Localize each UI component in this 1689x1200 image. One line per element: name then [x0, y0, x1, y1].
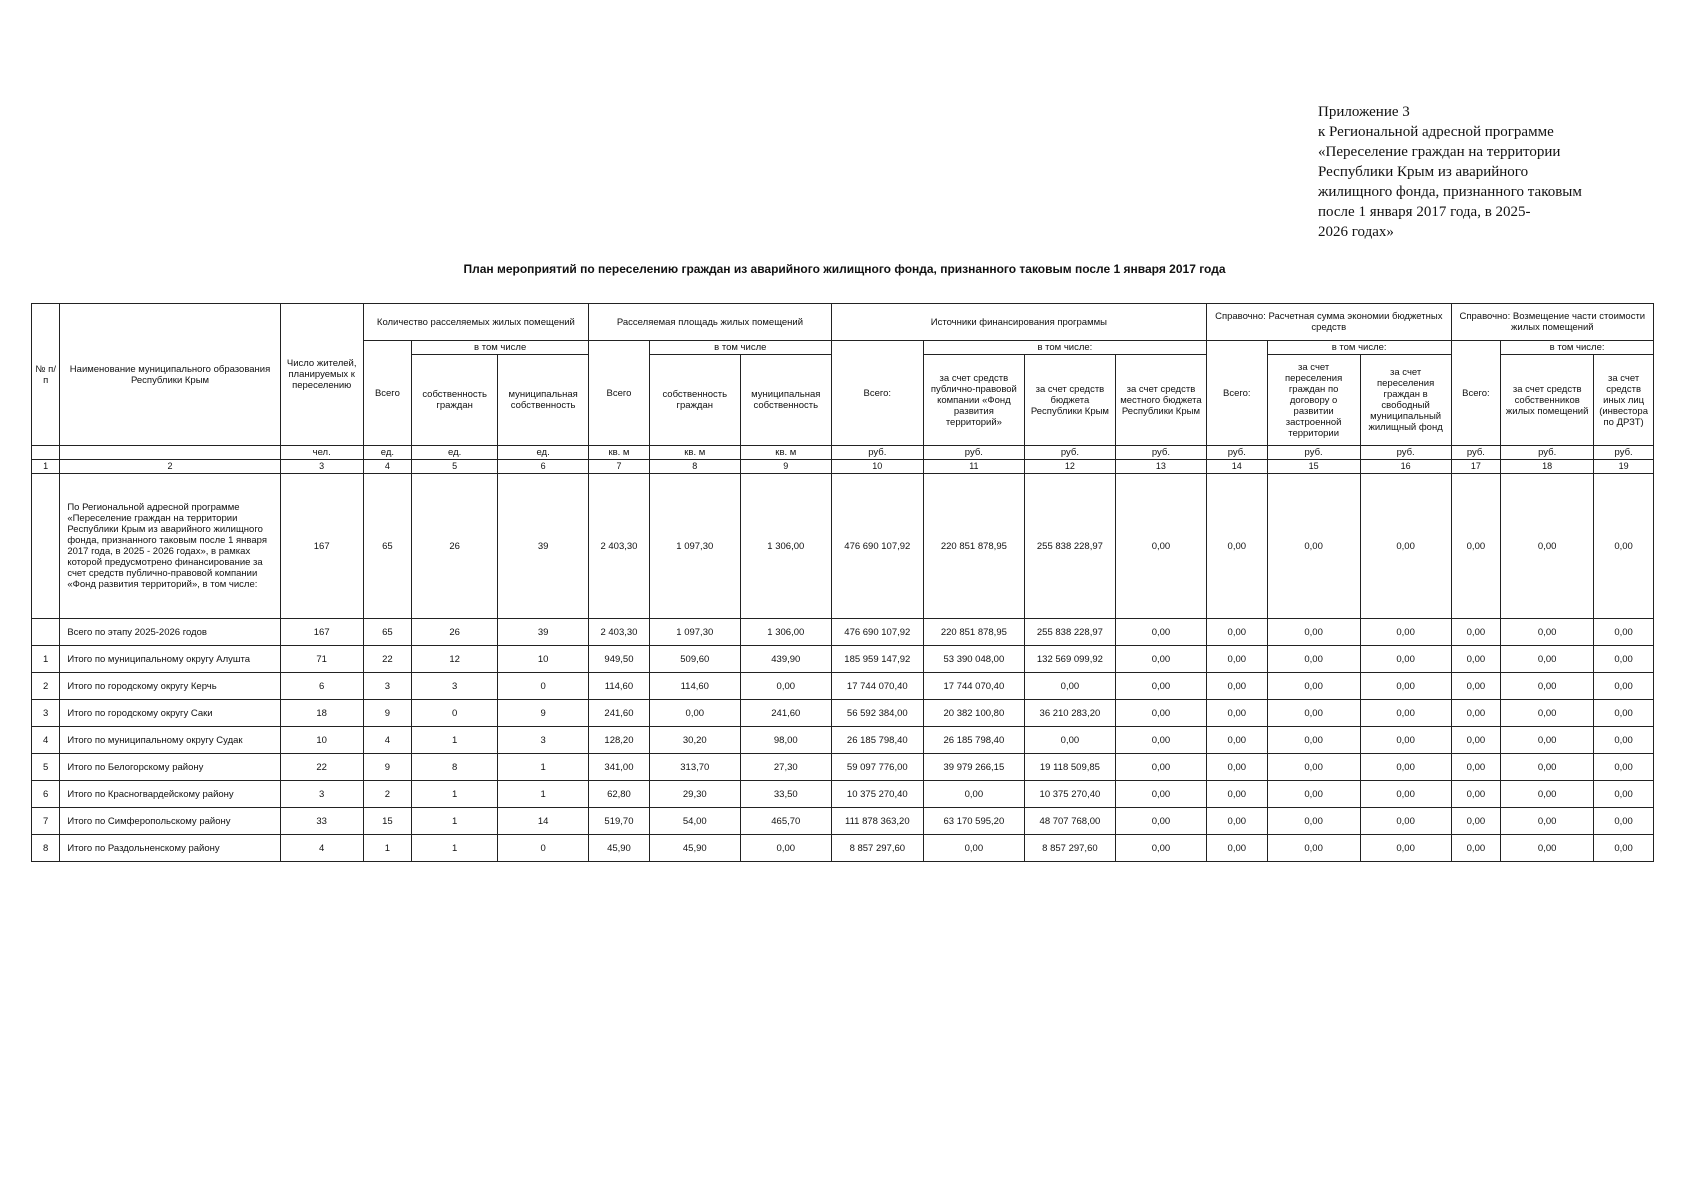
column-number-cell: 9	[740, 460, 831, 474]
column-number-cell: 7	[589, 460, 650, 474]
value-cell: 39	[498, 474, 589, 619]
value-cell: 2 403,30	[589, 619, 650, 646]
value-cell: 0,00	[1115, 474, 1206, 619]
value-cell: 0,00	[1501, 700, 1594, 727]
value-cell: 0,00	[1206, 781, 1267, 808]
value-cell: 0,00	[1594, 646, 1654, 673]
value-cell: 509,60	[649, 646, 740, 673]
unit-cell: руб.	[1594, 446, 1654, 460]
value-cell: 15	[363, 808, 412, 835]
value-cell: 12	[412, 646, 498, 673]
value-cell: 0,00	[1267, 700, 1360, 727]
header-including: в том числе	[649, 341, 831, 355]
row-number-cell	[32, 474, 60, 619]
header-municipal: муниципальная собственность	[740, 355, 831, 446]
value-cell: 0,00	[740, 835, 831, 862]
value-cell: 53 390 048,00	[923, 646, 1024, 673]
row-name-cell: Итого по муниципальному округу Судак	[60, 727, 280, 754]
value-cell: 0,00	[1501, 646, 1594, 673]
value-cell: 0,00	[923, 835, 1024, 862]
program-total-row	[32, 474, 1654, 619]
table-row	[32, 808, 1654, 835]
value-cell: 128,20	[589, 727, 650, 754]
value-cell: 22	[280, 754, 363, 781]
value-cell: 65	[363, 619, 412, 646]
value-cell: 3	[498, 727, 589, 754]
unit-cell: чел.	[280, 446, 363, 460]
value-cell: 33,50	[740, 781, 831, 808]
value-cell: 0	[498, 673, 589, 700]
value-cell: 0,00	[1206, 700, 1267, 727]
table-row	[32, 835, 1654, 862]
value-cell: 1	[412, 727, 498, 754]
row-number-cell: 1	[32, 646, 60, 673]
value-cell: 3	[280, 781, 363, 808]
value-cell: 241,60	[589, 700, 650, 727]
value-cell: 9	[363, 700, 412, 727]
value-cell: 167	[280, 474, 363, 619]
value-cell: 0,00	[1267, 808, 1360, 835]
value-cell: 1 097,30	[649, 619, 740, 646]
value-cell: 63 170 595,20	[923, 808, 1024, 835]
header-residents: Число жителей, планируемых к переселению	[280, 304, 363, 446]
value-cell: 0,00	[1451, 700, 1501, 727]
value-cell: 0,00	[1115, 646, 1206, 673]
row-name-cell: По Региональной адресной программе «Переселение граждан на территории Республики Крым из аварийного жилищного фонда, признанного таковым после 1 января 2017 года, в 2025 - 2026 годах», в рамках которой предусмотрено финансирование за счет средств публично-правовой компании «Фонд развития территорий», в том числе:	[60, 474, 280, 619]
value-cell: 0,00	[1267, 727, 1360, 754]
value-cell: 26	[412, 619, 498, 646]
unit-cell: кв. м	[589, 446, 650, 460]
value-cell: 1	[412, 781, 498, 808]
value-cell: 220 851 878,95	[923, 619, 1024, 646]
value-cell: 132 569 099,92	[1024, 646, 1115, 673]
value-cell: 0	[498, 835, 589, 862]
value-cell: 26	[412, 474, 498, 619]
unit-cell	[60, 446, 280, 460]
value-cell: 0,00	[1594, 474, 1654, 619]
header-finance-total: Всего:	[831, 341, 923, 446]
value-cell: 0,00	[1267, 673, 1360, 700]
value-cell: 0,00	[1115, 673, 1206, 700]
value-cell: 0,00	[1206, 646, 1267, 673]
value-cell: 45,90	[649, 835, 740, 862]
value-cell: 9	[363, 754, 412, 781]
value-cell: 0,00	[1115, 808, 1206, 835]
appendix-line: 2026 годах»	[1318, 224, 1394, 240]
value-cell: 0,00	[1451, 835, 1501, 862]
row-number-cell: 2	[32, 673, 60, 700]
value-cell: 0,00	[1501, 727, 1594, 754]
value-cell: 0,00	[1360, 727, 1451, 754]
value-cell: 0,00	[1115, 619, 1206, 646]
appendix-line: «Переселение граждан на территории	[1318, 144, 1561, 160]
value-cell: 26 185 798,40	[923, 727, 1024, 754]
value-cell: 0,00	[1501, 619, 1594, 646]
value-cell: 45,90	[589, 835, 650, 862]
stage-total-row	[32, 619, 1654, 646]
value-cell: 0,00	[1115, 700, 1206, 727]
value-cell: 0,00	[1594, 808, 1654, 835]
row-number-cell	[32, 619, 60, 646]
value-cell: 0,00	[1360, 808, 1451, 835]
row-number-cell: 6	[32, 781, 60, 808]
column-number-cell: 12	[1024, 460, 1115, 474]
header-including: в том числе	[412, 341, 589, 355]
value-cell: 39	[498, 619, 589, 646]
unit-cell: руб.	[1451, 446, 1501, 460]
column-number-cell: 14	[1206, 460, 1267, 474]
value-cell: 0,00	[1360, 835, 1451, 862]
value-cell: 27,30	[740, 754, 831, 781]
value-cell: 1	[412, 835, 498, 862]
value-cell: 0,00	[1360, 700, 1451, 727]
row-number-cell: 8	[32, 835, 60, 862]
value-cell: 0,00	[1594, 619, 1654, 646]
table-row	[32, 700, 1654, 727]
value-cell: 1 097,30	[649, 474, 740, 619]
value-cell: 0,00	[1206, 619, 1267, 646]
value-cell: 6	[280, 673, 363, 700]
header-including: в том числе:	[1501, 341, 1654, 355]
value-cell: 0,00	[1206, 727, 1267, 754]
row-name-cell: Итого по муниципальному округу Алушта	[60, 646, 280, 673]
row-name-cell: Всего по этапу 2025-2026 годов	[60, 619, 280, 646]
value-cell: 0,00	[1024, 727, 1115, 754]
value-cell: 14	[498, 808, 589, 835]
column-number-cell: 8	[649, 460, 740, 474]
value-cell: 0,00	[1267, 646, 1360, 673]
column-numbers-row	[32, 460, 1654, 474]
value-cell: 0,00	[1360, 646, 1451, 673]
value-cell: 0,00	[1024, 673, 1115, 700]
column-number-cell: 2	[60, 460, 280, 474]
appendix-line: Приложение 3	[1318, 104, 1410, 120]
value-cell: 0,00	[1115, 781, 1206, 808]
value-cell: 20 382 100,80	[923, 700, 1024, 727]
column-number-cell: 15	[1267, 460, 1360, 474]
header-rooms-total: Всего	[363, 341, 412, 446]
value-cell: 0,00	[1206, 835, 1267, 862]
column-number-cell: 4	[363, 460, 412, 474]
units-row	[32, 446, 1654, 460]
value-cell: 0,00	[923, 781, 1024, 808]
value-cell: 0,00	[1501, 808, 1594, 835]
value-cell: 313,70	[649, 754, 740, 781]
value-cell: 48 707 768,00	[1024, 808, 1115, 835]
value-cell: 0,00	[1451, 619, 1501, 646]
value-cell: 71	[280, 646, 363, 673]
value-cell: 167	[280, 619, 363, 646]
value-cell: 114,60	[649, 673, 740, 700]
value-cell: 0,00	[1594, 673, 1654, 700]
value-cell: 1	[498, 754, 589, 781]
header-row-groups	[32, 304, 1654, 341]
header-fund-company: за счет средств публично-правовой компании «Фонд развития территорий»	[923, 355, 1024, 446]
header-area-total: Всего	[589, 341, 650, 446]
value-cell: 476 690 107,92	[831, 474, 923, 619]
row-number-cell: 3	[32, 700, 60, 727]
value-cell: 0,00	[1206, 754, 1267, 781]
value-cell: 0,00	[1594, 781, 1654, 808]
row-name-cell: Итого по Белогорскому району	[60, 754, 280, 781]
value-cell: 1	[412, 808, 498, 835]
value-cell: 0,00	[1206, 474, 1267, 619]
header-owners: за счет средств собственников жилых помещений	[1501, 355, 1594, 446]
value-cell: 0,00	[1501, 673, 1594, 700]
value-cell: 2 403,30	[589, 474, 650, 619]
value-cell: 0,00	[1360, 781, 1451, 808]
value-cell: 0,00	[1451, 673, 1501, 700]
value-cell: 476 690 107,92	[831, 619, 923, 646]
value-cell: 241,60	[740, 700, 831, 727]
value-cell: 0,00	[1115, 835, 1206, 862]
value-cell: 3	[363, 673, 412, 700]
value-cell: 0,00	[1267, 754, 1360, 781]
unit-cell: руб.	[1501, 446, 1594, 460]
appendix-line: жилищного фонда, признанного таковым	[1318, 184, 1582, 200]
unit-cell: руб.	[1206, 446, 1267, 460]
value-cell: 341,00	[589, 754, 650, 781]
header-municipal: муниципальная собственность	[498, 355, 589, 446]
value-cell: 17 744 070,40	[923, 673, 1024, 700]
column-number-cell: 10	[831, 460, 923, 474]
value-cell: 0,00	[1594, 835, 1654, 862]
value-cell: 29,30	[649, 781, 740, 808]
value-cell: 0,00	[1115, 727, 1206, 754]
value-cell: 36 210 283,20	[1024, 700, 1115, 727]
unit-cell: руб.	[1115, 446, 1206, 460]
row-name-cell: Итого по Раздольненскому району	[60, 835, 280, 862]
column-number-cell: 6	[498, 460, 589, 474]
header-others: за счет средств иных лиц (инвестора по ДРЗТ)	[1594, 355, 1654, 446]
value-cell: 0,00	[1267, 781, 1360, 808]
value-cell: 111 878 363,20	[831, 808, 923, 835]
value-cell: 8	[412, 754, 498, 781]
value-cell: 1	[498, 781, 589, 808]
value-cell: 4	[363, 727, 412, 754]
header-free-fund: за счет переселения граждан в свободный муниципальный жилищный фонд	[1360, 355, 1451, 446]
value-cell: 0,00	[1501, 754, 1594, 781]
value-cell: 255 838 228,97	[1024, 474, 1115, 619]
unit-cell: ед.	[498, 446, 589, 460]
column-number-cell: 1	[32, 460, 60, 474]
value-cell: 0,00	[1451, 754, 1501, 781]
value-cell: 0,00	[1451, 808, 1501, 835]
value-cell: 18	[280, 700, 363, 727]
value-cell: 98,00	[740, 727, 831, 754]
value-cell: 10 375 270,40	[831, 781, 923, 808]
header-num: № п/ п	[32, 304, 60, 446]
value-cell: 0,00	[1501, 781, 1594, 808]
column-number-cell: 19	[1594, 460, 1654, 474]
value-cell: 0,00	[1267, 835, 1360, 862]
value-cell: 2	[363, 781, 412, 808]
value-cell: 465,70	[740, 808, 831, 835]
header-compensation-group: Справочно: Возмещение части стоимости жилых помещений	[1451, 304, 1653, 341]
column-number-cell: 17	[1451, 460, 1501, 474]
value-cell: 1 306,00	[740, 474, 831, 619]
table-row	[32, 727, 1654, 754]
table-row	[32, 781, 1654, 808]
value-cell: 22	[363, 646, 412, 673]
value-cell: 30,20	[649, 727, 740, 754]
value-cell: 62,80	[589, 781, 650, 808]
value-cell: 33	[280, 808, 363, 835]
column-number-cell: 13	[1115, 460, 1206, 474]
unit-cell: руб.	[1360, 446, 1451, 460]
column-number-cell: 3	[280, 460, 363, 474]
value-cell: 0,00	[1360, 754, 1451, 781]
table-row	[32, 754, 1654, 781]
column-number-cell: 16	[1360, 460, 1451, 474]
header-owned-citizens: собственность граждан	[412, 355, 498, 446]
header-savings-total: Всего:	[1206, 341, 1267, 446]
value-cell: 54,00	[649, 808, 740, 835]
table-row	[32, 673, 1654, 700]
value-cell: 0,00	[1360, 474, 1451, 619]
header-including: в том числе:	[1267, 341, 1451, 355]
unit-cell: руб.	[923, 446, 1024, 460]
value-cell: 255 838 228,97	[1024, 619, 1115, 646]
header-republic-budget: за счет средств бюджета Республики Крым	[1024, 355, 1115, 446]
value-cell: 4	[280, 835, 363, 862]
appendix-line: Республики Крым из аварийного	[1318, 164, 1529, 180]
row-name-cell: Итого по городскому округу Саки	[60, 700, 280, 727]
value-cell: 17 744 070,40	[831, 673, 923, 700]
value-cell: 0,00	[1267, 474, 1360, 619]
value-cell: 0,00	[1115, 754, 1206, 781]
header-dev-contract: за счет переселения граждан по договору о развитии застроенной территории	[1267, 355, 1360, 446]
value-cell: 0,00	[1594, 700, 1654, 727]
value-cell: 59 097 776,00	[831, 754, 923, 781]
value-cell: 0,00	[1360, 673, 1451, 700]
value-cell: 10	[280, 727, 363, 754]
value-cell: 56 592 384,00	[831, 700, 923, 727]
row-number-cell: 4	[32, 727, 60, 754]
value-cell: 439,90	[740, 646, 831, 673]
unit-cell	[32, 446, 60, 460]
document-title: План мероприятий по переселению граждан из аварийного жилищного фонда, признанного таковым после 1 января 2017 года	[463, 262, 1226, 276]
header-finance-group: Источники финансирования программы	[831, 304, 1206, 341]
row-name-cell: Итого по Красногвардейскому району	[60, 781, 280, 808]
value-cell: 949,50	[589, 646, 650, 673]
value-cell: 0,00	[1206, 808, 1267, 835]
unit-cell: руб.	[1024, 446, 1115, 460]
value-cell: 10	[498, 646, 589, 673]
value-cell: 0,00	[1360, 619, 1451, 646]
value-cell: 8 857 297,60	[1024, 835, 1115, 862]
value-cell: 1	[363, 835, 412, 862]
row-number-cell: 7	[32, 808, 60, 835]
value-cell: 0	[412, 700, 498, 727]
appendix-line: к Региональной адресной программе	[1318, 124, 1554, 140]
header-owned-citizens: собственность граждан	[649, 355, 740, 446]
value-cell: 0,00	[649, 700, 740, 727]
value-cell: 0,00	[1451, 781, 1501, 808]
column-number-cell: 5	[412, 460, 498, 474]
header-area-group: Расселяемая площадь жилых помещений	[589, 304, 832, 341]
unit-cell: ед.	[412, 446, 498, 460]
value-cell: 19 118 509,85	[1024, 754, 1115, 781]
value-cell: 0,00	[740, 673, 831, 700]
value-cell: 3	[412, 673, 498, 700]
row-name-cell: Итого по городскому округу Керчь	[60, 673, 280, 700]
header-local-budget: за счет средств местного бюджета Республики Крым	[1115, 355, 1206, 446]
unit-cell: ед.	[363, 446, 412, 460]
column-number-cell: 18	[1501, 460, 1594, 474]
value-cell: 8 857 297,60	[831, 835, 923, 862]
header-compensation-total: Всего:	[1451, 341, 1501, 446]
value-cell: 9	[498, 700, 589, 727]
appendix-note	[1318, 102, 1640, 242]
value-cell: 39 979 266,15	[923, 754, 1024, 781]
value-cell: 0,00	[1594, 727, 1654, 754]
value-cell: 10 375 270,40	[1024, 781, 1115, 808]
unit-cell: кв. м	[740, 446, 831, 460]
value-cell: 0,00	[1451, 474, 1501, 619]
column-number-cell: 11	[923, 460, 1024, 474]
value-cell: 26 185 798,40	[831, 727, 923, 754]
value-cell: 65	[363, 474, 412, 619]
table-row	[32, 646, 1654, 673]
value-cell: 0,00	[1594, 754, 1654, 781]
header-including: в том числе:	[923, 341, 1206, 355]
header-name: Наименование муниципального образования Республики Крым	[60, 304, 280, 446]
value-cell: 0,00	[1451, 727, 1501, 754]
value-cell: 185 959 147,92	[831, 646, 923, 673]
value-cell: 0,00	[1206, 673, 1267, 700]
row-number-cell: 5	[32, 754, 60, 781]
header-savings-group: Справочно: Расчетная сумма экономии бюджетных средств	[1206, 304, 1451, 341]
value-cell: 1 306,00	[740, 619, 831, 646]
appendix-line: после 1 января 2017 года, в 2025-	[1318, 204, 1531, 220]
value-cell: 0,00	[1267, 619, 1360, 646]
header-rooms-group: Количество расселяемых жилых помещений	[363, 304, 588, 341]
value-cell: 0,00	[1501, 835, 1594, 862]
value-cell: 0,00	[1451, 646, 1501, 673]
unit-cell: руб.	[1267, 446, 1360, 460]
value-cell: 0,00	[1501, 474, 1594, 619]
row-name-cell: Итого по Симферопольскому району	[60, 808, 280, 835]
value-cell: 519,70	[589, 808, 650, 835]
value-cell: 114,60	[589, 673, 650, 700]
value-cell: 220 851 878,95	[923, 474, 1024, 619]
resettlement-plan-table	[31, 303, 1654, 862]
unit-cell: кв. м	[649, 446, 740, 460]
unit-cell: руб.	[831, 446, 923, 460]
